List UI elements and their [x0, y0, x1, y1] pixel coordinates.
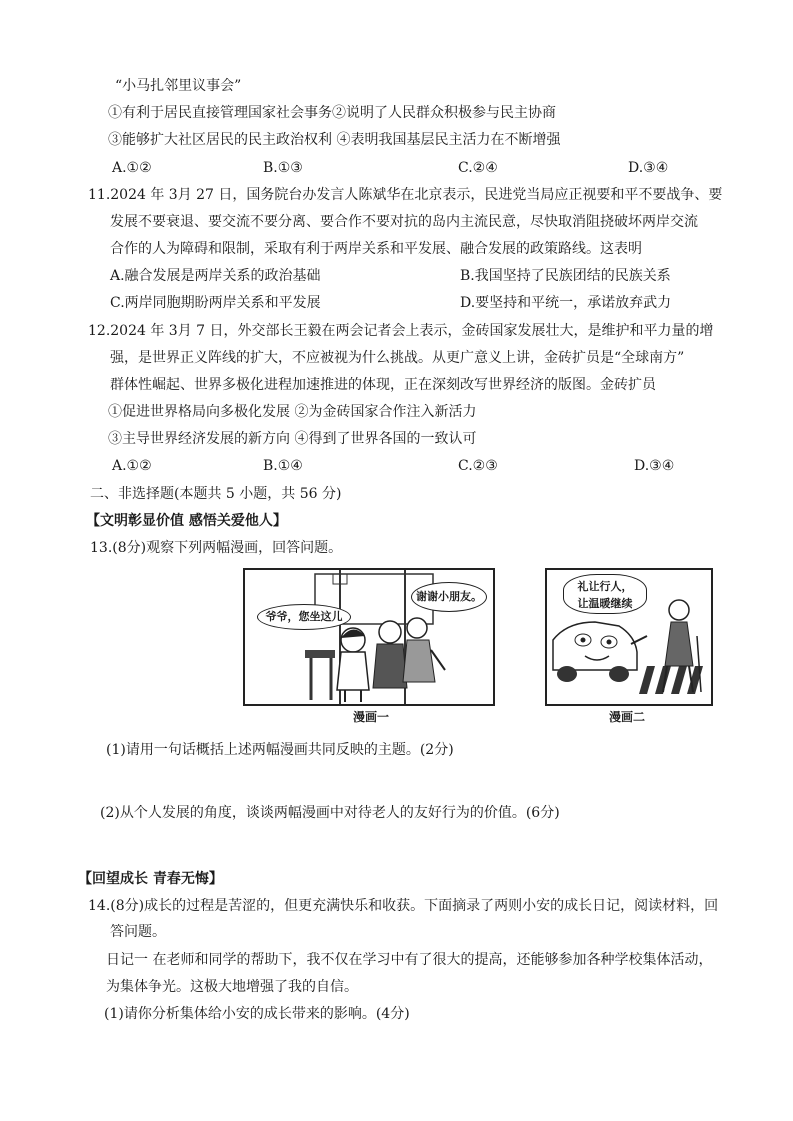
q10-stem-tail: “小马扎邻里议事会” [115, 78, 242, 94]
q10-statement-2: ③能够扩大社区居民的民主政治权利 ④表明我国基层民主活力在不断增强 [108, 132, 561, 148]
theme-growth: 【回望成长 青春无悔】 [78, 871, 223, 887]
comic-1-bubble-grandpa: 谢谢小朋友。 [411, 582, 487, 612]
q12-option-d[interactable]: D.③④ [634, 458, 675, 474]
q12-option-b[interactable]: B.①④ [263, 458, 303, 474]
q12-stem-line-3: 群体性崛起、世界多极化进程加速推进的体现，正在深刻改写世界经济的版图。金砖扩员 [110, 377, 656, 393]
q11-option-d[interactable]: D.要坚持和平统一，承诺放弃武力 [460, 295, 672, 311]
q12-statement-1: ①促进世界格局向多极化发展 ②为金砖国家合作注入新活力 [108, 404, 477, 420]
comic-2-bubble-line-1: 礼让行人， [577, 580, 633, 593]
section-2-theme: 【文明彰显价值 感悟关爱他人】 [86, 513, 287, 529]
q10-option-a[interactable]: A.①② [112, 160, 152, 176]
q11-stem-line-1: 11.2024 年 3月 27 日，国务院台办发言人陈斌华在北京表示，民进党当局应正视要和平不要战争、要 [88, 187, 723, 203]
q14-diary-1-line-1: 日记一 在老师和同学的帮助下，我不仅在学习中有了很大的提高，还能够参加各种学校集体活动， [106, 952, 713, 968]
comic-2-bubble [563, 574, 647, 614]
comic-2-bubble-line-2: 让温暖继续 [577, 597, 633, 610]
q11-option-b[interactable]: B.我国坚持了民族团结的民族关系 [460, 268, 671, 284]
q14-stem-line-2: 答问题。 [110, 924, 166, 940]
q11-stem-line-3: 合作的人为障碍和限制，采取有利于两岸关系和平发展、融合发展的政策路线。这表明 [110, 241, 642, 257]
q13-sub-question-2: (2)从个人发展的角度，谈谈两幅漫画中对待老人的友好行为的价值。(6分) [100, 805, 560, 821]
q12-option-c[interactable]: C.②③ [458, 458, 498, 474]
comic-1-caption: 漫画一 [353, 710, 390, 724]
q12-option-a[interactable]: A.①② [112, 458, 152, 474]
q11-option-a[interactable]: A.融合发展是两岸关系的政治基础 [110, 268, 321, 284]
q14-diary-1-line-2: 为集体争光。这极大地增强了我的自信。 [106, 979, 358, 995]
q10-statement-1: ①有利于居民直接管理国家社会事务②说明了人民群众积极参与民主协商 [108, 105, 556, 121]
q13-stem: 13.(8分)观察下列两幅漫画，回答问题。 [90, 540, 343, 556]
comic-2-caption: 漫画二 [609, 710, 646, 724]
comic-1 [243, 568, 495, 706]
q12-stem-line-2: 强，是世界正义阵线的扩大，不应被视为什么挑战。从更广意义上讲，金砖扩员是“全球南方” [110, 350, 685, 366]
q10-option-b[interactable]: B.①③ [263, 160, 303, 176]
q10-option-d[interactable]: D.③④ [628, 160, 669, 176]
q10-option-c[interactable]: C.②④ [458, 160, 498, 176]
q11-option-c[interactable]: C.两岸同胞期盼两岸关系和平发展 [110, 295, 321, 311]
q12-statement-2: ③主导世界经济发展的新方向 ④得到了世界各国的一致认可 [108, 431, 477, 447]
q11-stem-line-2: 发展不要衰退、要交流不要分离、要合作不要对抗的岛内主流民意，尽快取消阻挠破坏两岸交流 [110, 214, 698, 230]
q14-stem-line-1: 14.(8分)成长的过程是苦涩的，但更充满快乐和收获。下面摘录了两则小安的成长日记，阅读材料，回 [88, 898, 719, 914]
comic-1-bubble-girl: 爷爷，您坐这儿 [257, 604, 351, 630]
q13-sub-question-1: (1)请用一句话概括上述两幅漫画共同反映的主题。(2分) [106, 742, 454, 758]
section-2-heading: 二、非选择题(本题共 5 小题，共 56 分) [90, 486, 342, 502]
q12-stem-line-1: 12.2024 年 3月 7 日，外交部长王毅在两会记者会上表示，金砖国家发展壮大，是维护和平力量的增 [88, 323, 714, 339]
q14-sub-question-1: (1)请你分析集体给小安的成长带来的影响。(4分) [104, 1006, 410, 1022]
comic-2 [545, 568, 713, 706]
